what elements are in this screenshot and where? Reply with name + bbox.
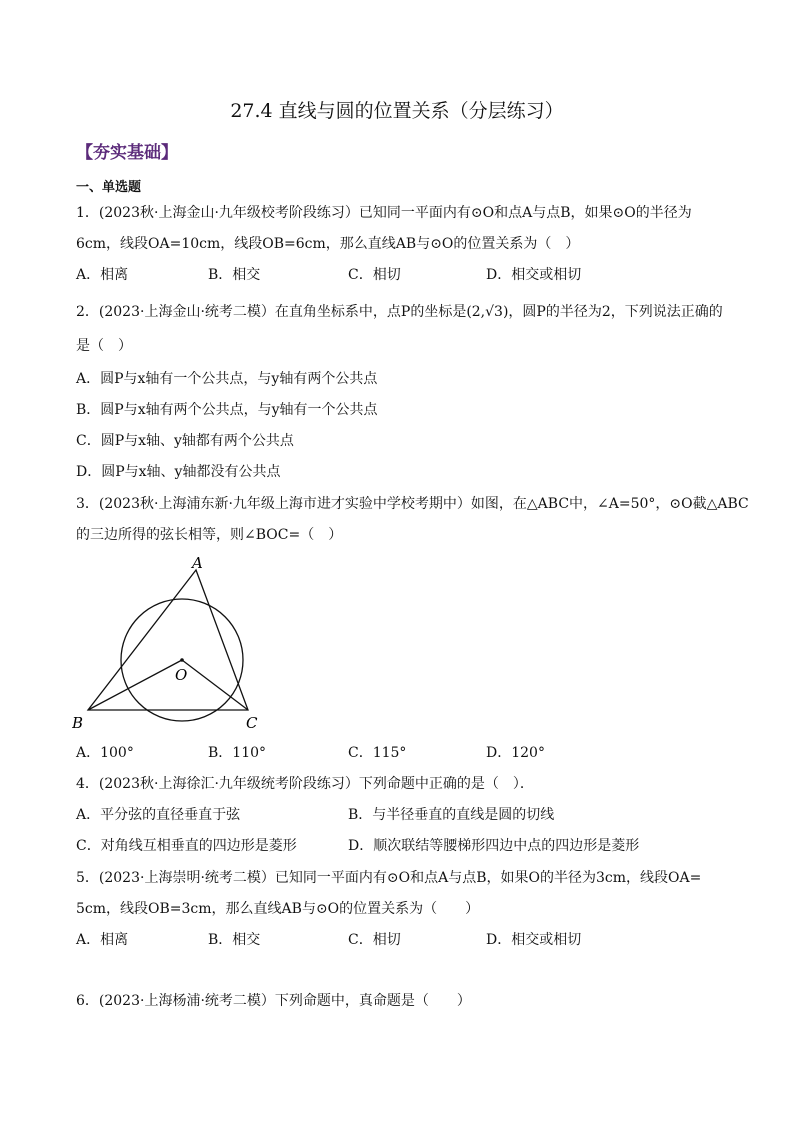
- page-title: 27.4 直线与圆的位置关系（分层练习）: [230, 100, 564, 122]
- q1-option-b: B．相交: [208, 267, 261, 283]
- section-heading: 【夯实基础】: [76, 143, 178, 163]
- q2-option-b: B．圆P与x轴有两个公共点，与y轴有一个公共点: [76, 402, 378, 418]
- q5-option-d: D．相交或相切: [486, 932, 582, 948]
- triangle-abc: [88, 570, 248, 710]
- q6-line1: 6．(2023·上海杨浦·统考二模）下列命题中，真命题是（ ）: [76, 993, 471, 1009]
- triangle-circle-figure: [72, 554, 272, 734]
- q4-option-d: D．顺次联结等腰梯形四边中点的四边形是菱形: [348, 838, 640, 854]
- label-b: B: [72, 714, 84, 732]
- q2-option-a: A．圆P与x轴有一个公共点，与y轴有两个公共点: [76, 371, 378, 387]
- label-c: C: [246, 714, 258, 732]
- q4-option-b: B．与半径垂直的直线是圆的切线: [348, 807, 555, 823]
- segment-ob: [88, 660, 182, 710]
- q3-line1: 3．(2023秋·上海浦东新·九年级上海市进才实验中学校考期中）如图，在△ABC中，∠A=50°，⊙O截△ABC: [76, 496, 749, 512]
- q2-line2: 是（ ）: [76, 338, 132, 354]
- q3-option-d: D．120°: [486, 745, 545, 761]
- q3-line2: 的三边所得的弦长相等，则∠BOC=（ ）: [76, 527, 343, 543]
- center-point-o: [180, 658, 184, 662]
- q2-option-c: C．圆P与x轴、y轴都有两个公共点: [76, 433, 294, 449]
- q1-option-a: A．相离: [76, 267, 129, 283]
- q4-line1: 4．(2023秋·上海徐汇·九年级统考阶段练习）下列命题中正确的是（ ）．: [76, 776, 534, 792]
- subsection-heading: 一、单选题: [76, 180, 142, 195]
- q5-option-c: C．相切: [348, 932, 401, 948]
- q3-option-c: C．115°: [348, 745, 407, 761]
- q5-line2: 5cm，线段OB=3cm，那么直线AB与⊙O的位置关系为（ ）: [76, 901, 480, 917]
- q1-line1: 1．(2023秋·上海金山·九年级校考阶段练习）已知同一平面内有⊙O和点A与点B，如果⊙O的半径为: [76, 205, 692, 221]
- q1-option-c: C．相切: [348, 267, 401, 283]
- q2-line1: 2．(2023·上海金山·统考二模）在直角坐标系中，点P的坐标是(2,√3)，圆P的半径为2，下列说法正确的: [76, 304, 723, 320]
- q4-option-a: A．平分弦的直径垂直于弦: [76, 807, 241, 823]
- q3-option-a: A．100°: [76, 745, 134, 761]
- q5-option-b: B．相交: [208, 932, 261, 948]
- q1-option-d: D．相交或相切: [486, 267, 582, 283]
- q5-option-a: A．相离: [76, 932, 129, 948]
- q4-option-c: C．对角线互相垂直的四边形是菱形: [76, 838, 297, 854]
- q5-line1: 5．(2023·上海崇明·统考二模）已知同一平面内有⊙O和点A与点B，如果O的半径为3cm，线段OA=: [76, 870, 702, 886]
- q1-line2: 6cm，线段OA=10cm，线段OB=6cm，那么直线AB与⊙O的位置关系为（ ）: [76, 236, 580, 252]
- q3-option-b: B．110°: [208, 745, 267, 761]
- label-a: A: [192, 554, 203, 572]
- label-o: O: [175, 666, 188, 684]
- q2-option-d: D．圆P与x轴、y轴都没有公共点: [76, 464, 281, 480]
